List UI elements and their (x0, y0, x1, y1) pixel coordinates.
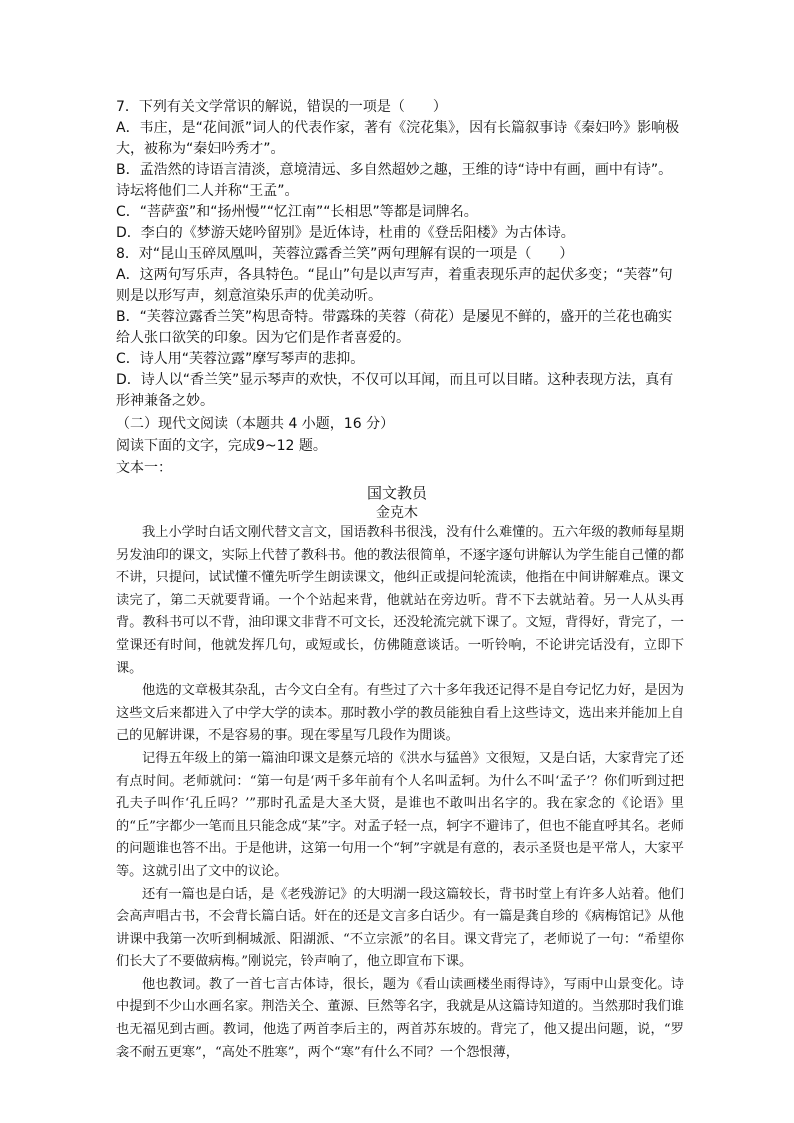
question-8-option-d: D．诗人以“香兰笑”显示琴声的欢快，不仅可以耳闻，而且可以目睹。这种表现方法，真有形神兼备之妙。 (116, 372, 674, 409)
article-paragraph: 他选的文章极其杂乱，古今文白全有。有些过了六十多年我还记得不是自夸记忆力好，是因为这些文后来都进入了中学大学的读本。那时教小学的教员能独自看上这些诗文，选出来并能加上自己的见解讲课，不是容易的事。现在零星写几段作为閒谈。 (116, 683, 684, 744)
article-body (116, 522, 684, 1064)
question-7-stem: 7．下列有关文学常识的解说，错误的一项是（ ） (116, 99, 447, 115)
article-title: 国文教员 (366, 484, 427, 502)
article-paragraph: 还有一篇也是白话，是《老残游记》的大明湖一段这篇较长，背书时堂上有许多人站着。他们会高声唱古书，不会背长篇白话。奸在的还是文言多白话少。有一篇是龚自珍的《病梅馆记》从他讲课中我第一次听到桐城派、阳湖派、“不立宗派”的名目。课文背完了，老师说了一句：“希望你们长大了不要做病梅。”刚说完，铃声响了，他立即宣布下课。 (116, 886, 684, 970)
reading-instruction: 阅读下面的文字，完成9~12 题。 (116, 438, 327, 454)
question-7-option-d: D．李白的《梦游天姥吟留别》是近体诗，杜甫的《登岳阳楼》为古体诗。 (116, 225, 575, 241)
article-paragraph: 他也教词。教了一首七言古体诗，很长，题为《看山读画楼坐雨得诗》，写雨中山景变化。诗中提到不少山水画名家。荆浩关仝、董源、巨然等名字，我就是从这篇诗知道的。当然那时我们谁也无福见到古画。教词，他选了两首李后主的，两首苏东坡的。背完了，他又提出问题，说，“罗衾不耐五更寒”，“高处不胜寒”，两个“寒”有什么不同？一个怨恨薄， (116, 976, 684, 1060)
article-paragraph: 记得五年级上的第一篇油印课文是蔡元培的《洪水与猛兽》文很短，又是白话，大家背完了还有点时间。老师就问：“第一句是‘两千多年前有个人名叫孟轲。为什么不叫‘孟子’？你们听到过把孔夫子叫作‘孔丘吗？’”那时孔孟是大圣大贤，是谁也不敢叫出名字的。我在家念的《论语》里的“丘”字都少一笔而且只能念成“某”字。对孟子轻一点，轲字不避讳了，但也不能直呼其名。老师的问题谁也答不出。于是他讲，这第一句用一个“轲”字就是有意的，表示圣贤也是平常人，大家平等。这就引出了文中的议论。 (116, 750, 684, 879)
article-author: 金克木 (376, 505, 418, 521)
question-8-option-b: B．“芙蓉泣露香兰笑”构思奇特。带露珠的芙蓉（荷花）是屡见不鲜的，盛开的兰花也确实给人张口欲笑的印象。因为它们是作者喜爱的。 (116, 309, 673, 346)
question-8-option-c: C．诗人用“芙蓉泣露”摩写琴声的悲抑。 (116, 351, 365, 367)
question-7-option-a: A．韦庄，是“花间派”词人的代表作家，著有《浣花集》，因有长篇叙事诗《秦妇吟》影响极大，被称为“秦妇吟秀才”。 (116, 120, 680, 157)
section-heading: （二）现代文阅读（本题共 4 小题，16 分） (116, 416, 395, 432)
question-7-option-c: C．“菩萨蛮”和“扬州慢”“忆江南”“长相思”等都是词牌名。 (116, 204, 478, 220)
article-paragraph: 我上小学时白话文刚代替文言文，国语教科书很浅，没有什么难懂的。五六年级的教师每星期另发油印的课文，实际上代替了教科书。他的教法很简单，不逐字逐句讲解认为学生能自己懂的都不讲，只提问，试试懂不懂先听学生朗读课文，他纠正或提问轮流读，他指在中间讲解难点。课文读完了，第二天就要背诵。一个个站起来背，他就站在旁边听。背不下去就站着。另一人从头再背。教科书可以不背，油印课文非背不可文长，还没轮流完就下课了。文短，背得好，背完了，一堂课还有时间，他就发挥几句，或短或长，仿佛随意谈话。一听铃响，不论讲完话没有，立即下课。 (116, 525, 684, 676)
question-8-stem: 8．对“昆山玉碎凤凰叫，芙蓉泣露香兰笑”两句理解有误的一项是（ ） (116, 246, 574, 262)
question-7-option-b: B．孟浩然的诗语言清淡，意境清远、多自然超妙之趣，王维的诗“诗中有画，画中有诗”。诗坛将他们二人并称“王孟”。 (116, 162, 673, 199)
text-one-label: 文本一： (116, 460, 172, 476)
question-8-option-a: A．这两句写乐声，各具特色。“昆山”句是以声写声，着重表现乐声的起伏多变；“芙蓉”句则是以形写声，刻意渲染乐声的优美动听。 (116, 267, 673, 304)
